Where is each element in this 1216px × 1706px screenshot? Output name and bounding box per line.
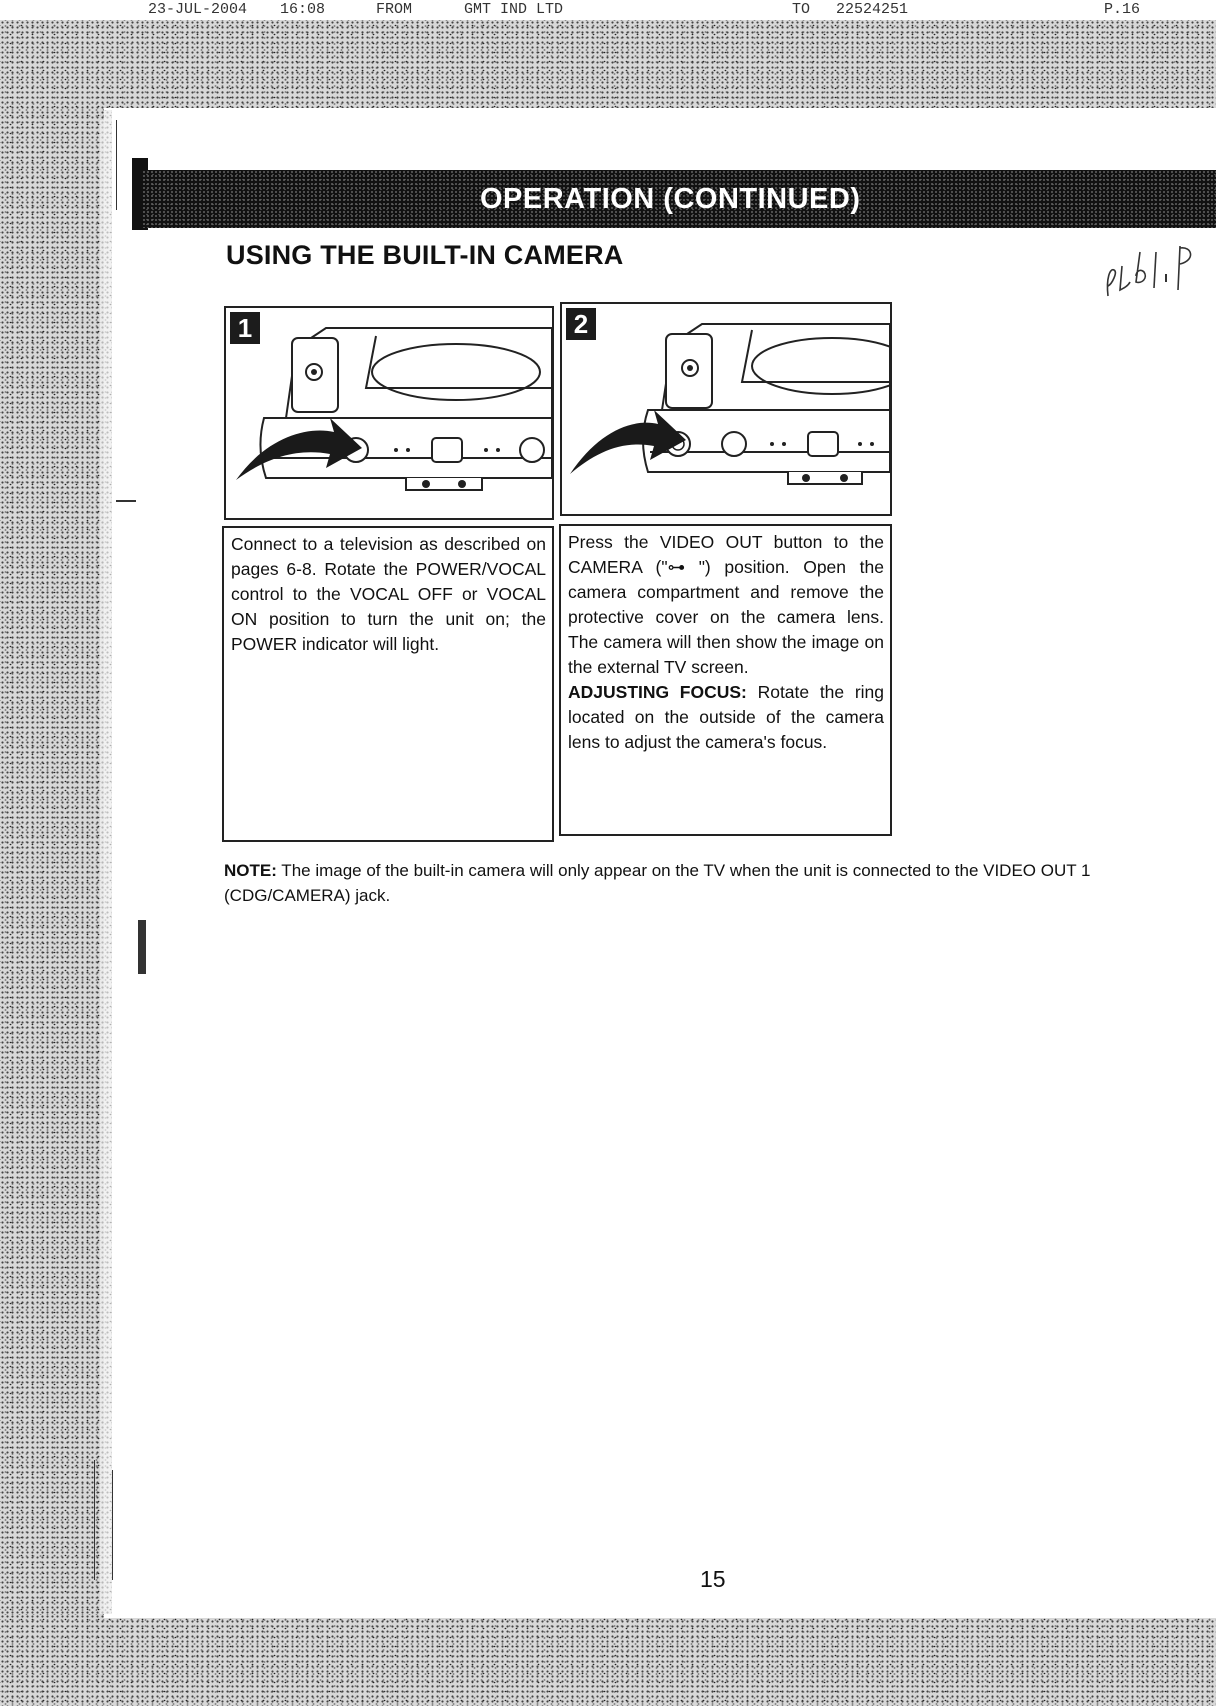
step-number-badge: 1 — [230, 312, 260, 344]
note-text: The image of the built-in camera will only appear on the TV when the unit is connected to the VIDEO OUT 1 (CDG/CAMERA) jack. — [224, 861, 1091, 905]
margin-line — [94, 1460, 95, 1580]
step-2-text-box — [559, 524, 892, 836]
note-label: NOTE: — [224, 861, 277, 880]
fax-from-label: FROM — [376, 1, 413, 18]
margin-mark — [116, 500, 136, 502]
step-1-illustration — [224, 306, 554, 520]
scan-noise-bottom — [0, 1614, 1216, 1706]
step-2-text: Press the VIDEO OUT button to the CAMERA ("⊶ ") position. Open the camera compartment and remove the protective cover on the camera lens. The camera will then show the image on the external TV screen. — [568, 532, 884, 677]
step-2-illustration — [560, 302, 892, 516]
scan-noise-top — [0, 20, 1216, 120]
focus-label: ADJUSTING FOCUS: — [568, 682, 747, 702]
focus-text: Rotate the ring located on the outside of the camera lens to adjust the camera's focus. — [568, 682, 885, 752]
step-1-text-box — [222, 526, 554, 842]
note — [224, 858, 1214, 908]
scan-noise-left — [0, 20, 100, 1706]
fax-from-value: GMT IND LTD — [464, 1, 564, 18]
fax-page: P.16 — [1104, 1, 1141, 18]
page-number: 15 — [700, 1566, 726, 1592]
fax-header — [0, 0, 1216, 20]
handwritten-annotation — [1100, 238, 1210, 308]
fax-time: 16:08 — [280, 1, 326, 18]
karaoke-unit-illustration — [226, 308, 552, 518]
scan-noise-left-inner — [100, 110, 112, 1614]
section-title: USING THE BUILT-IN CAMERA — [226, 240, 624, 270]
margin-mark — [138, 920, 146, 974]
banner-title: OPERATION (CONTINUED) — [480, 183, 861, 215]
margin-line — [112, 1470, 113, 1580]
step-number-badge: 2 — [566, 308, 596, 340]
karaoke-unit-illustration — [562, 304, 890, 514]
margin-line — [116, 120, 117, 210]
step-1-text: Connect to a television as described on pages 6-8. Rotate the POWER/VOCAL control to the VOCAL OFF or VOCAL ON position to turn the unit on; the POWER indicator will light. — [231, 534, 546, 654]
fax-to-label: TO — [792, 1, 811, 18]
fax-date: 23-JUL-2004 — [148, 1, 248, 18]
step-2-text-block — [568, 530, 884, 755]
fax-to-value: 22524251 — [836, 1, 909, 18]
